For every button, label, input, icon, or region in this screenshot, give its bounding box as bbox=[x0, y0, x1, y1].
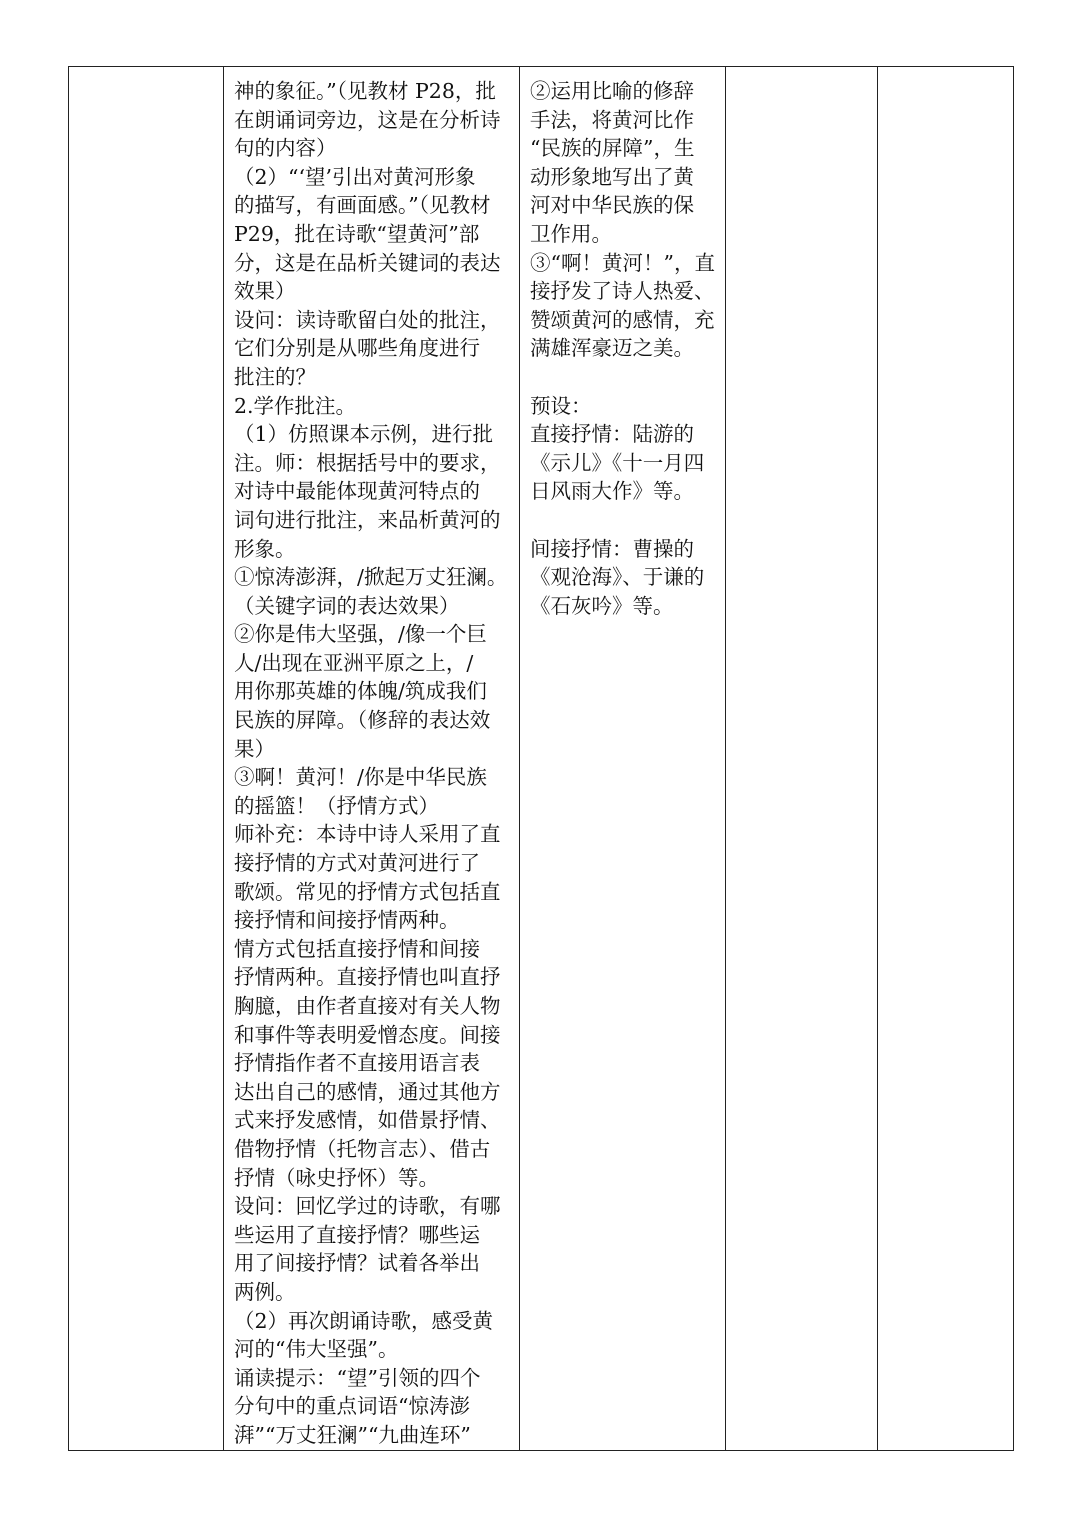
text-line: 果） bbox=[234, 736, 275, 761]
text-line: 师补充：本诗中诗人采用了直 bbox=[234, 822, 501, 847]
text-line: 式来抒发感情，如借景抒情、 bbox=[234, 1108, 501, 1133]
text-line: 借物抒情（托物言志）、借古 bbox=[234, 1136, 491, 1161]
text-line: ①惊涛澎湃，/掀起万丈狂澜。 bbox=[234, 565, 508, 590]
text-line: ②运用比喻的修辞 bbox=[530, 79, 694, 103]
text-line: （2）再次朗诵诗歌，感受黄 bbox=[234, 1308, 494, 1333]
text-line: （关键字词的表达效果） bbox=[234, 593, 460, 618]
student-activity-text bbox=[530, 77, 716, 620]
text-line: ③“啊！黄河！”，直 bbox=[530, 250, 715, 275]
lesson-plan-table bbox=[68, 66, 1014, 1451]
text-line: 用了间接抒情？试着各举出 bbox=[234, 1251, 480, 1276]
table-cell-col4 bbox=[726, 67, 878, 1451]
text-line: 设问：读诗歌留白处的批注， bbox=[234, 307, 501, 332]
text-line: 情方式包括直接抒情和间接 bbox=[234, 936, 480, 961]
text-line: 歌颂。常见的抒情方式包括直 bbox=[234, 879, 501, 904]
text-line: “民族的屏障”，生 bbox=[530, 136, 695, 161]
blank-line bbox=[530, 506, 716, 535]
text-line: 胸臆，由作者直接对有关人物 bbox=[234, 994, 501, 1018]
text-line: 直接抒情：陆游的 bbox=[530, 422, 694, 447]
text-line: 满雄浑豪迈之美。 bbox=[530, 336, 694, 361]
teacher-activity-text bbox=[234, 77, 510, 1450]
text-line: 抒情两种。直接抒情也叫直抒 bbox=[234, 965, 501, 990]
text-line: 分句中的重点词语“惊涛澎 bbox=[234, 1394, 470, 1419]
text-line: 预设： bbox=[530, 393, 592, 418]
text-line: 在朗诵词旁边，这是在分析诗 bbox=[234, 107, 501, 132]
text-line: 形象。 bbox=[234, 536, 296, 561]
text-line: 词句进行批注，来品析黄河的 bbox=[234, 507, 501, 532]
table-cell-col5 bbox=[878, 67, 1014, 1451]
text-line: 的描写，有画面感。”（见教材 bbox=[234, 193, 491, 218]
text-line: （1）仿照课本示例，进行批 bbox=[234, 422, 494, 447]
text-line: 诵读提示：“望”引领的四个 bbox=[234, 1365, 481, 1390]
text-line: 人/出现在亚洲平原之上，/ bbox=[234, 650, 474, 675]
text-line: 的摇篮！（抒情方式） bbox=[234, 793, 439, 818]
text-line: 赞颂黄河的感情，充 bbox=[530, 307, 715, 332]
text-line: 接抒情和间接抒情两种。 bbox=[234, 908, 460, 933]
text-line: 卫作用。 bbox=[530, 221, 612, 246]
text-line: 批注的？ bbox=[234, 364, 316, 389]
table-row bbox=[69, 67, 1014, 1451]
text-line: 对诗中最能体现黄河特点的 bbox=[234, 479, 480, 504]
text-line: 2.学作批注。 bbox=[234, 393, 357, 418]
text-line: 注。师：根据括号中的要求， bbox=[234, 450, 501, 475]
text-line: P29，批在诗歌“望黄河”部 bbox=[234, 221, 480, 246]
text-line: 日风雨大作》等。 bbox=[530, 479, 694, 504]
text-line: 手法，将黄河比作 bbox=[530, 107, 694, 132]
text-line: 河的“伟大坚强”。 bbox=[234, 1337, 399, 1362]
table-cell-teacher-activity bbox=[224, 67, 520, 1451]
text-line: 它们分别是从哪些角度进行 bbox=[234, 336, 480, 361]
text-line: 《观沧海》、于谦的 bbox=[530, 565, 705, 590]
text-line: 《示儿》《十一月四 bbox=[530, 450, 705, 475]
text-line: 句的内容） bbox=[234, 136, 337, 161]
text-line: 河对中华民族的保 bbox=[530, 193, 694, 218]
text-line: 抒情指作者不直接用语言表 bbox=[234, 1051, 480, 1076]
text-line: 两例。 bbox=[234, 1279, 296, 1304]
blank-line bbox=[530, 363, 716, 392]
text-line: 抒情（咏史抒怀）等。 bbox=[234, 1165, 439, 1190]
text-line: 些运用了直接抒情？哪些运 bbox=[234, 1222, 480, 1247]
text-line: 湃”“万丈狂澜”“九曲连环” bbox=[234, 1422, 471, 1447]
text-line: 民族的屏障。（修辞的表达效 bbox=[234, 708, 491, 733]
text-line: ③啊！黄河！/你是中华民族 bbox=[234, 765, 487, 790]
table-cell-col1 bbox=[69, 67, 224, 1451]
table-cell-student-activity bbox=[520, 67, 726, 1451]
text-line: 接抒发了诗人热爱、 bbox=[530, 279, 715, 304]
text-line: 设问：回忆学过的诗歌，有哪 bbox=[234, 1194, 501, 1219]
text-line: 分，这是在品析关键词的表达 bbox=[234, 250, 501, 275]
text-line: 达出自己的感情，通过其他方 bbox=[234, 1079, 501, 1104]
text-line: 和事件等表明爱憎态度。间接 bbox=[234, 1022, 501, 1047]
text-line: 效果） bbox=[234, 279, 296, 304]
text-line: 《石灰吟》等。 bbox=[530, 593, 674, 618]
text-line: 间接抒情：曹操的 bbox=[530, 536, 694, 561]
text-line: 神的象征。”（见教材 P28，批 bbox=[234, 79, 496, 103]
text-line: （2）“‘望’引出对黄河形象 bbox=[234, 164, 476, 189]
text-line: 动形象地写出了黄 bbox=[530, 164, 694, 189]
text-line: 接抒情的方式对黄河进行了 bbox=[234, 851, 480, 876]
text-line: ②你是伟大坚强，/像一个巨 bbox=[234, 622, 487, 647]
text-line: 用你那英雄的体魄/筑成我们 bbox=[234, 679, 487, 704]
